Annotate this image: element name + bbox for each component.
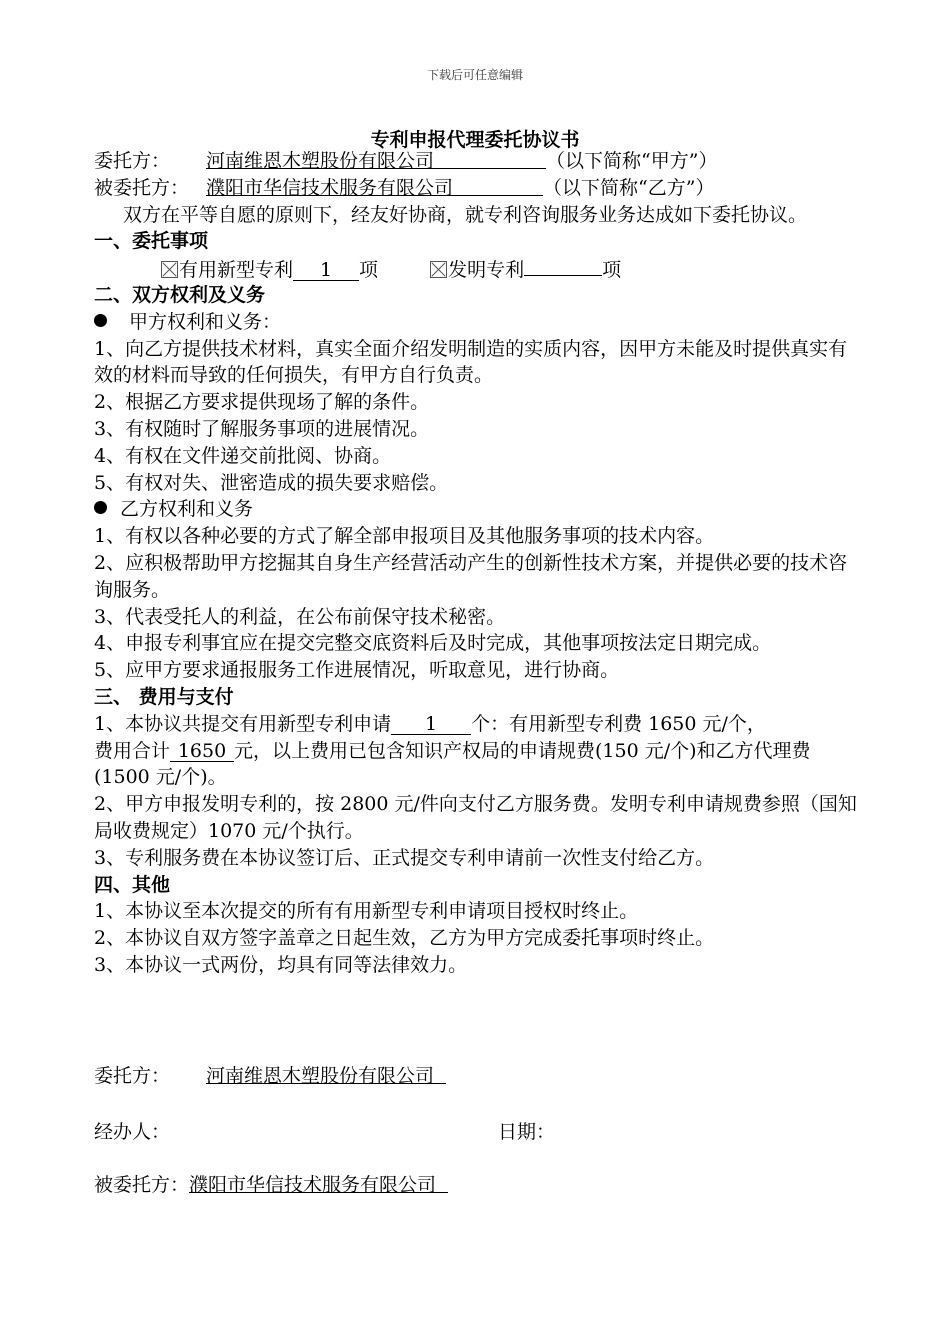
party-a-heading-line xyxy=(94,309,864,336)
section4-heading: 四、其他 xyxy=(94,873,171,896)
invention-unit: 项 xyxy=(602,259,622,282)
document-title: 专利申报代理委托协议书 xyxy=(370,129,580,151)
utility-count: 1 xyxy=(293,260,359,281)
party-b-item: 5、应甲方要求通报服务工作进展情况，听取意见，进行协商。 xyxy=(94,659,620,682)
signature-handler-line xyxy=(94,1117,555,1144)
client-line xyxy=(94,148,864,175)
handler-label: 经办人： xyxy=(94,1121,171,1143)
signature-agent-line xyxy=(94,1170,448,1197)
entrusted-items-line xyxy=(94,255,864,282)
party-a-item: 3、有权随时了解服务事项的进展情况。 xyxy=(94,417,430,440)
section1-heading: 一、委托事项 xyxy=(94,230,209,253)
signature-agent-blank xyxy=(436,1172,448,1193)
other-item: 1、本协议至本次提交的所有有用新型专利申请项目授权时终止。 xyxy=(94,900,639,923)
fee-item-1-detail: 元，以上费用已包含知识产权局的申请规费(150 元/个)和乙方代理费(1500 元/个)。 xyxy=(94,739,811,789)
fee-item-1-text: 1、本协议共提交有用新型专利申请 xyxy=(94,712,392,735)
signature-client-label: 委托方： xyxy=(94,1065,171,1087)
header-note: 下载后可任意编辑 xyxy=(426,68,523,82)
signature-client-blank xyxy=(434,1063,446,1084)
signature-client-line xyxy=(94,1061,446,1088)
fee-total-value: 1650 xyxy=(170,741,234,762)
invention-count xyxy=(524,255,602,276)
party-b-item: 4、申报专利事宜应在提交完整交底资料后及时完成，其他事项按法定日期完成。 xyxy=(94,632,772,655)
party-b-heading-line xyxy=(94,496,864,523)
date-label: 日期： xyxy=(498,1121,556,1143)
bullet-icon xyxy=(94,314,107,327)
client-name: 河南维恩木塑股份有限公司 xyxy=(206,150,435,172)
utility-checkbox-icon[interactable] xyxy=(161,261,178,278)
party-a-heading: 甲方权利和义务： xyxy=(129,310,282,333)
agent-label: 被委托方： xyxy=(94,176,190,199)
agent-line xyxy=(94,175,864,202)
party-b-heading: 乙方权利和义务 xyxy=(120,498,254,521)
other-item: 2、本协议自双方签字盖章之日起生效，乙方为甲方完成委托事项时终止。 xyxy=(94,927,715,950)
signature-agent-label: 被委托方： xyxy=(94,1174,190,1196)
party-b-item: 2、应积极帮助甲方挖掘其自身生产经营活动产生的创新性技术方案，并提供必要的技术咨询服务。 xyxy=(94,551,848,601)
fee-item-1-line1 xyxy=(94,711,864,738)
fee-total-label: 费用合计 xyxy=(94,739,171,762)
party-b-item: 3、代表受托人的利益，在公布前保守技术秘密。 xyxy=(94,605,506,628)
other-item: 3、本协议一式两份，均具有同等法律效力。 xyxy=(94,953,468,976)
fee-item-3: 3、专利服务费在本协议签订后、正式提交专利申请前一次性支付给乙方。 xyxy=(94,846,715,869)
fee-item-1-rate: 个：有用新型专利费 1650 元/个， xyxy=(471,712,766,735)
intro-paragraph: 双方在平等自愿的原则下，经友好协商，就专利咨询服务业务达成如下委托协议。 xyxy=(123,203,808,226)
agreement-body xyxy=(94,148,864,979)
bullet-icon xyxy=(94,501,107,514)
section3-heading: 三、 费用与支付 xyxy=(94,685,234,708)
client-name-blank xyxy=(434,148,546,169)
utility-application-count: 1 xyxy=(391,714,471,735)
party-a-item: 2、根据乙方要求提供现场了解的条件。 xyxy=(94,391,430,414)
agent-name-blank xyxy=(453,175,543,196)
invention-checkbox-icon[interactable] xyxy=(430,261,447,278)
party-b-item: 1、有权以各种必要的方式了解全部申报项目及其他服务事项的技术内容。 xyxy=(94,525,715,548)
client-label: 委托方： xyxy=(94,150,171,172)
signature-client-name: 河南维恩木塑股份有限公司 xyxy=(206,1065,435,1087)
party-a-item: 4、有权在文件递交前批阅、协商。 xyxy=(94,444,392,467)
party-a-item: 5、有权对失、泄密造成的损失要求赔偿。 xyxy=(94,471,449,494)
agent-alias: （以下简称“乙方”） xyxy=(543,176,715,199)
agent-name: 濮阳市华信技术服务有限公司 xyxy=(206,176,454,199)
section2-heading: 二、双方权利及义务 xyxy=(94,283,266,306)
client-alias: （以下简称“甲方”） xyxy=(546,150,718,172)
utility-label: 有用新型专利 xyxy=(179,259,294,282)
utility-unit: 项 xyxy=(359,259,379,282)
invention-label: 发明专利 xyxy=(448,259,525,282)
fee-item-1-line2 xyxy=(94,738,864,792)
fee-item-2: 2、甲方申报发明专利的，按 2800 元/件向支付乙方服务费。发明专利申请规费参照（国知局收费规定）1070 元/个执行。 xyxy=(94,793,857,842)
signature-agent-name: 濮阳市华信技术服务有限公司 xyxy=(189,1174,437,1196)
party-a-item: 1、向乙方提供技术材料，真实全面介绍发明制造的实质内容，因甲方未能及时提供真实有效的材料而导致的任何损失，有甲方自行负责。 xyxy=(94,337,848,387)
